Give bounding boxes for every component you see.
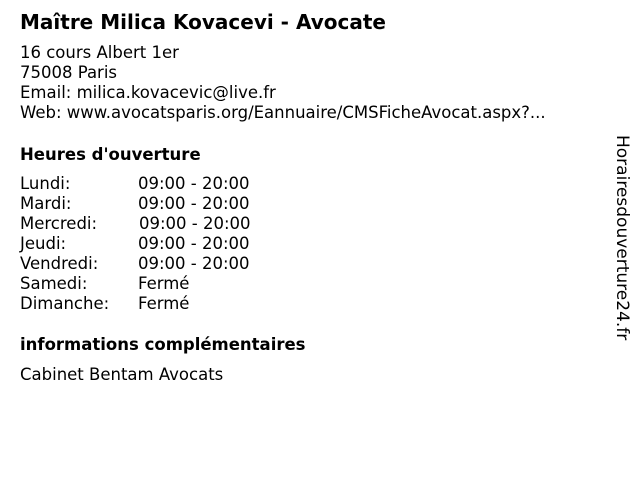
time-value: 09:00 - 20:00 — [138, 254, 250, 273]
address-city: 75008 Paris — [20, 63, 118, 82]
info-text: Cabinet Bentam Avocats — [20, 365, 224, 384]
time-value: 09:00 - 20:00 — [138, 234, 250, 253]
day-label: Vendredi: — [20, 254, 99, 273]
hours-heading: Heures d'ouverture — [20, 145, 201, 164]
site-watermark: Horairesdouverture24.fr — [612, 135, 632, 341]
time-value: 09:00 - 20:00 — [138, 194, 250, 213]
day-label: Jeudi: — [20, 234, 67, 253]
address-email[interactable]: Email: milica.kovacevic@live.fr — [20, 83, 276, 102]
address-web[interactable]: Web: www.avocatsparis.org/Eannuaire/CMSFicheAvocat.aspx?... — [20, 103, 546, 122]
address-block — [20, 43, 546, 123]
info-heading: informations complémentaires — [20, 335, 306, 354]
day-label: Samedi: — [20, 274, 88, 293]
time-value: 09:00 - 20:00 — [138, 174, 250, 193]
address-street: 16 cours Albert 1er — [20, 43, 179, 62]
day-label: Mercredi: — [20, 214, 98, 233]
time-value: Fermé — [138, 294, 190, 313]
page-title: Maître Milica Kovacevi - Avocate — [20, 10, 386, 34]
day-label: Lundi: — [20, 174, 71, 193]
day-label: Dimanche: — [20, 294, 110, 313]
day-label: Mardi: — [20, 194, 72, 213]
time-value: Fermé — [138, 274, 190, 293]
time-value: 09:00 - 20:00 — [139, 214, 251, 233]
